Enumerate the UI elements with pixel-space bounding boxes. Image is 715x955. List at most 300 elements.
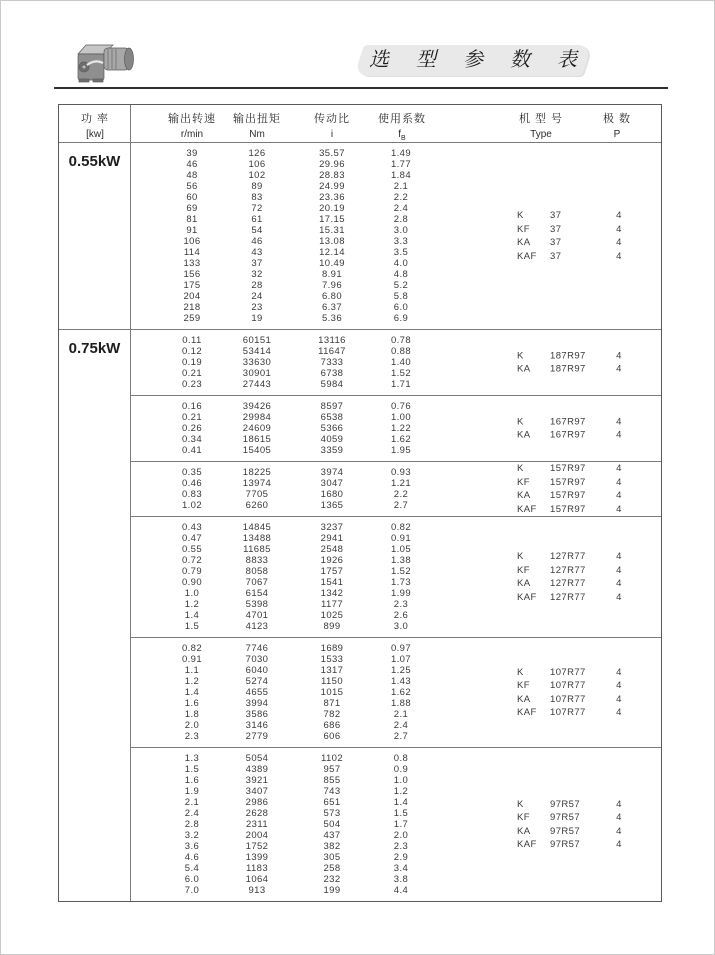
type-size: 157R97 <box>550 503 586 515</box>
cell-ratio: 871 <box>323 698 341 709</box>
table-row <box>130 269 661 280</box>
cell-output-speed: 1.4 <box>184 687 200 698</box>
cell-output-speed: 0.43 <box>181 522 203 533</box>
cell-output-speed: 7.0 <box>184 885 200 896</box>
cell-service-factor: 6.9 <box>393 313 409 324</box>
cell-output-speed: 156 <box>183 269 201 280</box>
type-row <box>517 236 687 250</box>
type-poles: 4 <box>616 666 622 678</box>
type-list <box>517 798 687 852</box>
cell-service-factor: 1.21 <box>390 478 412 489</box>
cell-service-factor: 3.5 <box>393 247 409 258</box>
type-poles: 4 <box>616 839 622 850</box>
selection-parameter-table <box>58 104 662 902</box>
cell-service-factor: 1.40 <box>390 357 412 368</box>
cell-ratio: 5366 <box>320 423 344 434</box>
page-title: 选 型 参 数 表 <box>369 49 588 71</box>
type-poles: 4 <box>616 350 622 361</box>
cell-service-factor: 0.88 <box>390 346 412 357</box>
type-poles: 4 <box>616 812 622 823</box>
table-row <box>130 445 661 456</box>
table-row <box>130 786 661 797</box>
table-body <box>59 143 661 901</box>
cell-ratio: 10.49 <box>319 258 345 269</box>
cell-output-torque: 27443 <box>242 379 272 390</box>
type-model: KA <box>517 693 531 705</box>
cell-output-speed: 0.11 <box>182 335 202 346</box>
type-size: 157R97 <box>550 490 586 501</box>
type-model: KAF <box>517 707 537 718</box>
table-row <box>130 280 661 291</box>
cell-service-factor: 0.82 <box>390 522 412 533</box>
table-row <box>130 775 661 786</box>
cell-ratio: 1926 <box>320 555 344 566</box>
cell-output-torque: 33630 <box>242 357 272 368</box>
gear-size-block <box>130 330 661 395</box>
table-row <box>130 720 661 731</box>
cell-output-speed: 0.12 <box>181 346 203 357</box>
table-row <box>130 753 661 764</box>
cell-service-factor: 2.7 <box>393 500 409 511</box>
cell-service-factor: 1.52 <box>390 368 412 379</box>
cell-service-factor: 1.95 <box>390 445 412 456</box>
power-section <box>59 143 661 329</box>
type-model: KA <box>517 578 531 589</box>
cell-ratio: 1689 <box>320 643 344 654</box>
type-row <box>517 666 687 680</box>
cell-ratio: 1680 <box>320 489 344 500</box>
cell-output-torque: 126 <box>248 148 266 159</box>
cell-service-factor: 1.62 <box>390 687 412 698</box>
cell-service-factor: 1.7 <box>393 819 409 830</box>
cell-output-speed: 2.1 <box>184 797 200 808</box>
cell-service-factor: 2.4 <box>393 720 409 731</box>
type-size: 107R77 <box>550 680 586 691</box>
cell-output-torque: 106 <box>248 159 266 170</box>
cell-output-speed: 0.82 <box>181 643 203 654</box>
cell-service-factor: 2.2 <box>393 489 409 500</box>
gear-size-block <box>130 143 661 329</box>
cell-ratio: 1541 <box>320 577 344 588</box>
cell-service-factor: 3.3 <box>393 236 409 247</box>
column-header-service-factor: 使用系数 $f_B$ <box>378 113 426 142</box>
cell-output-torque: 39426 <box>242 401 272 412</box>
type-poles: 4 <box>616 429 622 441</box>
power-rating-label: 0.75kW <box>68 340 121 357</box>
cell-ratio: 258 <box>323 863 341 874</box>
type-row <box>517 223 687 237</box>
cell-service-factor: 5.2 <box>393 280 409 291</box>
type-size: 167R97 <box>550 416 586 427</box>
type-row <box>517 503 687 517</box>
cell-output-speed: 91 <box>186 225 198 236</box>
cell-output-speed: 56 <box>186 181 198 192</box>
cell-output-torque: 13488 <box>242 533 272 544</box>
cell-output-speed: 0.26 <box>181 423 203 434</box>
gear-size-block <box>130 747 661 901</box>
cell-service-factor: 1.88 <box>390 698 412 709</box>
cell-service-factor: 2.4 <box>393 203 409 214</box>
cell-ratio: 1150 <box>320 676 344 687</box>
cell-ratio: 1025 <box>320 610 344 621</box>
type-poles: 4 <box>616 551 622 562</box>
type-row <box>517 838 687 852</box>
type-model: KAF <box>517 503 537 515</box>
cell-ratio: 13116 <box>318 335 346 346</box>
cell-service-factor: 2.7 <box>393 731 409 742</box>
cell-ratio: 573 <box>323 808 341 819</box>
type-list <box>517 415 687 442</box>
cell-output-torque: 14845 <box>242 522 272 533</box>
cell-output-speed: 2.4 <box>184 808 200 819</box>
type-size: 97R57 <box>550 839 581 850</box>
cell-service-factor: 3.8 <box>393 874 409 885</box>
type-model: K <box>517 463 524 474</box>
cell-output-torque: 7705 <box>245 489 269 500</box>
cell-service-factor: 1.2 <box>393 786 409 797</box>
column-header-output-torque: 输出扭矩 Nm <box>233 113 281 140</box>
type-model: K <box>517 551 524 562</box>
table-row <box>130 379 661 390</box>
cell-ratio: 24.99 <box>319 181 345 192</box>
type-size: 37 <box>550 223 562 235</box>
type-row <box>517 349 687 363</box>
cell-output-speed: 1.1 <box>184 665 200 676</box>
type-row <box>517 363 687 377</box>
type-size: 157R97 <box>550 463 586 474</box>
type-size: 107R77 <box>550 693 586 705</box>
cell-service-factor: 2.3 <box>393 841 409 852</box>
cell-output-torque: 30901 <box>242 368 272 379</box>
cell-output-speed: 0.72 <box>181 555 203 566</box>
type-row <box>517 693 687 707</box>
table-header <box>59 105 661 143</box>
table-row <box>130 522 661 533</box>
cell-service-factor: 1.07 <box>390 654 412 665</box>
cell-output-speed: 1.6 <box>184 698 200 709</box>
cell-ratio: 23.36 <box>319 192 345 203</box>
cell-service-factor: 2.6 <box>393 610 409 621</box>
cell-output-speed: 0.41 <box>181 445 203 456</box>
type-poles: 4 <box>616 578 622 589</box>
type-size: 107R77 <box>550 707 586 718</box>
cell-output-torque: 2779 <box>245 731 269 742</box>
cell-service-factor: 0.91 <box>390 533 412 544</box>
cell-output-speed: 48 <box>186 170 198 181</box>
cell-service-factor: 5.8 <box>393 291 409 302</box>
cell-output-speed: 2.3 <box>184 731 200 742</box>
table-row <box>130 335 661 346</box>
type-size: 37 <box>550 250 562 262</box>
cell-output-torque: 4389 <box>245 764 269 775</box>
column-header-power: 功 率 [kw] <box>80 113 110 140</box>
table-row <box>130 533 661 544</box>
type-model: KAF <box>517 250 537 262</box>
type-row <box>517 429 687 443</box>
power-rating-label: 0.55kW <box>68 153 121 170</box>
type-model: KA <box>517 237 531 248</box>
table-row <box>130 170 661 181</box>
type-size: 97R57 <box>550 798 581 810</box>
cell-service-factor: 1.84 <box>390 170 412 181</box>
cell-output-torque: 37 <box>251 258 263 269</box>
type-row <box>517 706 687 720</box>
cell-output-torque: 3994 <box>245 698 269 709</box>
type-model: KAF <box>517 591 537 603</box>
type-list <box>517 349 687 376</box>
cell-output-torque: 3407 <box>245 786 269 797</box>
cell-output-speed: 81 <box>186 214 198 225</box>
column-header-ratio: 传动比 i <box>314 113 350 140</box>
type-size: 127R77 <box>550 591 586 603</box>
table-row <box>130 291 661 302</box>
cell-output-torque: 7030 <box>245 654 269 665</box>
cell-ratio: 606 <box>323 731 341 742</box>
type-poles: 4 <box>616 250 622 262</box>
cell-ratio: 7333 <box>320 357 344 368</box>
cell-output-speed: 0.55 <box>181 544 203 555</box>
page-title-badge <box>359 45 587 76</box>
cell-service-factor: 1.00 <box>390 412 412 423</box>
cell-service-factor: 2.1 <box>393 181 409 192</box>
cell-output-torque: 15405 <box>242 445 272 456</box>
type-row <box>517 209 687 223</box>
cell-service-factor: 1.5 <box>393 808 409 819</box>
cell-ratio: 6.37 <box>321 302 343 313</box>
cell-service-factor: 1.0 <box>393 775 409 786</box>
cell-ratio: 651 <box>323 797 341 808</box>
cell-output-torque: 2986 <box>245 797 269 808</box>
cell-service-factor: 0.76 <box>390 401 412 412</box>
cell-output-speed: 1.4 <box>184 610 200 621</box>
cell-output-speed: 4.6 <box>184 852 200 863</box>
gearmotor-image <box>73 35 139 87</box>
cell-service-factor: 1.4 <box>393 797 409 808</box>
cell-output-torque: 19 <box>251 313 263 324</box>
table-row <box>130 181 661 192</box>
type-poles: 4 <box>616 707 622 718</box>
cell-output-speed: 39 <box>186 148 198 159</box>
cell-service-factor: 1.25 <box>390 665 412 676</box>
cell-output-speed: 0.21 <box>181 412 203 423</box>
gear-size-block <box>130 461 661 516</box>
cell-service-factor: 6.0 <box>393 302 409 313</box>
cell-output-speed: 69 <box>186 203 198 214</box>
cell-output-speed: 1.5 <box>184 764 200 775</box>
type-poles: 4 <box>616 463 622 474</box>
column-header-poles: 极 数 P <box>602 113 632 140</box>
cell-ratio: 4059 <box>320 434 344 445</box>
cell-output-speed: 1.0 <box>184 588 200 599</box>
cell-ratio: 3974 <box>320 467 344 478</box>
table-row <box>130 731 661 742</box>
table-row <box>130 313 661 324</box>
cell-service-factor: 1.71 <box>390 379 412 390</box>
cell-ratio: 957 <box>323 764 341 775</box>
type-model: KA <box>517 363 531 375</box>
cell-output-speed: 0.91 <box>181 654 203 665</box>
cell-ratio: 13.08 <box>319 236 345 247</box>
type-list <box>517 209 687 263</box>
table-row <box>130 192 661 203</box>
cell-output-torque: 1064 <box>245 874 269 885</box>
cell-output-torque: 24609 <box>242 423 272 434</box>
cell-output-speed: 1.9 <box>184 786 200 797</box>
cell-output-speed: 1.3 <box>184 753 200 764</box>
cell-service-factor: 2.3 <box>393 599 409 610</box>
gearmotor-illustration <box>73 35 139 87</box>
cell-output-torque: 23 <box>251 302 263 313</box>
cell-output-torque: 53414 <box>242 346 272 357</box>
type-size: 127R77 <box>550 564 586 576</box>
cell-output-speed: 1.5 <box>184 621 200 632</box>
type-row <box>517 564 687 578</box>
power-column-divider <box>130 105 131 901</box>
cell-output-torque: 32 <box>251 269 263 280</box>
type-list <box>517 550 687 604</box>
type-list <box>517 666 687 720</box>
cell-output-speed: 0.34 <box>181 434 203 445</box>
cell-output-speed: 0.19 <box>181 357 203 368</box>
cell-ratio: 855 <box>323 775 341 786</box>
cell-output-speed: 46 <box>186 159 198 170</box>
cell-ratio: 6738 <box>320 368 344 379</box>
cell-output-torque: 61 <box>251 214 263 225</box>
cell-output-speed: 3.2 <box>184 830 200 841</box>
cell-output-torque: 4123 <box>245 621 269 632</box>
type-row <box>517 798 687 812</box>
table-row <box>130 610 661 621</box>
type-poles: 4 <box>616 503 622 515</box>
gear-size-block <box>130 395 661 461</box>
type-poles: 4 <box>616 798 622 810</box>
cell-output-speed: 175 <box>183 280 201 291</box>
cell-ratio: 15.31 <box>319 225 345 236</box>
cell-output-speed: 1.02 <box>181 500 203 511</box>
cell-output-torque: 3921 <box>245 775 269 786</box>
cell-ratio: 11647 <box>318 346 346 357</box>
cell-ratio: 2548 <box>320 544 344 555</box>
type-model: K <box>517 210 524 221</box>
cell-output-torque: 89 <box>251 181 263 192</box>
cell-output-torque: 3586 <box>245 709 269 720</box>
gear-blocks <box>130 143 661 329</box>
type-poles: 4 <box>616 591 622 603</box>
type-model: KF <box>517 223 530 235</box>
cell-ratio: 8.91 <box>321 269 343 280</box>
cell-output-torque: 8058 <box>245 566 269 577</box>
cell-output-speed: 259 <box>183 313 201 324</box>
column-header-type: 机 型 号 Type <box>518 113 564 140</box>
cell-ratio: 17.15 <box>319 214 345 225</box>
cell-ratio: 29.96 <box>319 159 345 170</box>
cell-ratio: 382 <box>323 841 341 852</box>
table-row <box>130 654 661 665</box>
type-model: KF <box>517 680 530 691</box>
cell-output-torque: 43 <box>251 247 263 258</box>
cell-output-speed: 133 <box>183 258 201 269</box>
cell-output-speed: 0.47 <box>181 533 203 544</box>
type-model: KA <box>517 825 531 837</box>
type-poles: 4 <box>616 490 622 501</box>
cell-service-factor: 2.1 <box>393 709 409 720</box>
cell-ratio: 5984 <box>320 379 344 390</box>
cell-output-torque: 72 <box>251 203 263 214</box>
header-divider <box>54 87 668 89</box>
table-row <box>130 874 661 885</box>
type-model: KAF <box>517 839 537 850</box>
cell-output-speed: 2.0 <box>184 720 200 731</box>
gear-size-block <box>130 516 661 637</box>
cell-output-torque: 13974 <box>242 478 272 489</box>
type-poles: 4 <box>616 237 622 248</box>
table-row <box>130 643 661 654</box>
table-row <box>130 159 661 170</box>
type-size: 37 <box>550 237 562 248</box>
cell-service-factor: 2.8 <box>393 214 409 225</box>
cell-service-factor: 1.77 <box>390 159 412 170</box>
cell-output-torque: 46 <box>251 236 263 247</box>
cell-ratio: 12.14 <box>319 247 345 258</box>
cell-output-speed: 1.2 <box>184 676 200 687</box>
type-row <box>517 550 687 564</box>
cell-output-torque: 7067 <box>245 577 269 588</box>
cell-output-torque: 29984 <box>242 412 272 423</box>
cell-ratio: 686 <box>323 720 341 731</box>
table-row <box>130 885 661 896</box>
cell-output-torque: 4701 <box>245 610 269 621</box>
type-poles: 4 <box>616 693 622 705</box>
cell-output-torque: 3146 <box>245 720 269 731</box>
cell-output-torque: 6260 <box>245 500 269 511</box>
cell-service-factor: 3.0 <box>393 621 409 632</box>
cell-output-speed: 0.23 <box>181 379 203 390</box>
cell-ratio: 28.83 <box>319 170 345 181</box>
cell-ratio: 3359 <box>320 445 344 456</box>
cell-ratio: 1317 <box>320 665 344 676</box>
cell-output-speed: 3.6 <box>184 841 200 852</box>
type-row <box>517 415 687 429</box>
type-poles: 4 <box>616 564 622 576</box>
cell-service-factor: 1.43 <box>390 676 412 687</box>
cell-service-factor: 3.4 <box>393 863 409 874</box>
cell-ratio: 7.96 <box>321 280 343 291</box>
table-row <box>130 863 661 874</box>
type-model: KA <box>517 429 531 441</box>
cell-output-speed: 0.21 <box>181 368 203 379</box>
type-size: 127R77 <box>550 551 586 562</box>
cell-output-torque: 8833 <box>245 555 269 566</box>
cell-ratio: 899 <box>323 621 341 632</box>
cell-output-speed: 2.8 <box>184 819 200 830</box>
cell-output-speed: 0.83 <box>181 489 203 500</box>
cell-output-speed: 6.0 <box>184 874 200 885</box>
cell-output-torque: 83 <box>251 192 263 203</box>
type-model: KA <box>517 490 531 501</box>
cell-output-torque: 24 <box>251 291 263 302</box>
type-poles: 4 <box>616 210 622 221</box>
cell-output-torque: 28 <box>251 280 263 291</box>
cell-service-factor: 1.73 <box>390 577 412 588</box>
cell-ratio: 6.80 <box>321 291 343 302</box>
cell-service-factor: 0.8 <box>393 753 409 764</box>
column-header-output-speed: 输出转速 r/min <box>168 113 216 140</box>
cell-service-factor: 3.0 <box>393 225 409 236</box>
cell-output-torque: 18615 <box>242 434 272 445</box>
cell-output-speed: 1.8 <box>184 709 200 720</box>
type-row <box>517 825 687 839</box>
cell-ratio: 437 <box>323 830 341 841</box>
